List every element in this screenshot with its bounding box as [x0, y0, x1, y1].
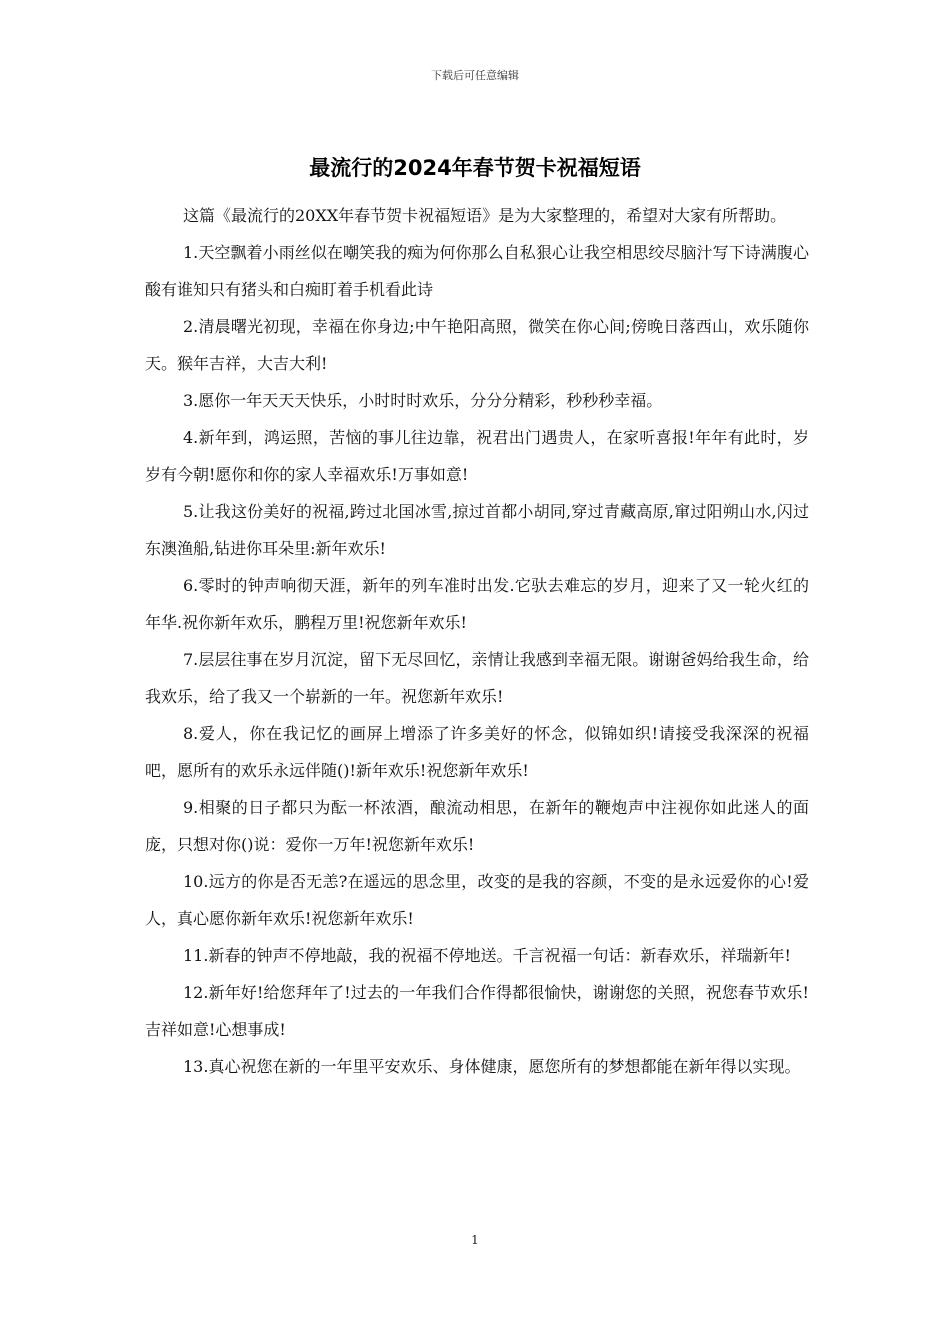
intro-paragraph: 这篇《最流行的20XX年春节贺卡祝福短语》是为大家整理的，希望对大家有所帮助。	[183, 206, 787, 225]
document-body	[145, 197, 809, 1085]
greeting-item-9: 9.相聚的日子都只为酝一杯浓酒，酿流动相思，在新年的鞭炮声中注视你如此迷人的面庞，只想对你()说：爱你一万年!祝您新年欢乐!	[145, 798, 809, 854]
greeting-item-1: 1.天空飘着小雨丝似在嘲笑我的痴为何你那么自私狠心让我空相思绞尽脑汁写下诗满腹心酸有谁知只有猪头和白痴盯着手机看此诗	[145, 243, 809, 299]
document-title: 最流行的2024年春节贺卡祝福短语	[309, 156, 641, 180]
greeting-item-3: 3.愿你一年天天天快乐，小时时时欢乐，分分分精彩，秒秒秒幸福。	[183, 391, 663, 410]
greeting-item-7: 7.层层往事在岁月沉淀，留下无尽回忆，亲情让我感到幸福无限。谢谢爸妈给我生命，给我欢乐，给了我又一个崭新的一年。祝您新年欢乐!	[145, 650, 809, 706]
greeting-item-12: 12.新年好!给您拜年了!过去的一年我们合作得都很愉快，谢谢您的关照，祝您春节欢乐!吉祥如意!心想事成!	[145, 983, 809, 1039]
page-number: 1	[471, 1233, 479, 1247]
greeting-item-5: 5.让我这份美好的祝福,跨过北国冰雪,掠过首都小胡同,穿过青藏高原,窜过阳朔山水,闪过东澳渔船,钻进你耳朵里:新年欢乐!	[145, 502, 809, 558]
greeting-item-4: 4.新年到，鸿运照，苦恼的事儿往边靠，祝君出门遇贵人，在家听喜报!年年有此时，岁岁有今朝!愿你和你的家人幸福欢乐!万事如意!	[145, 428, 809, 484]
greeting-item-6: 6.零时的钟声响彻天涯，新年的列车准时出发.它驮去难忘的岁月，迎来了又一轮火红的年华.祝你新年欢乐，鹏程万里!祝您新年欢乐!	[145, 576, 809, 632]
greeting-item-11: 11.新春的钟声不停地敲，我的祝福不停地送。千言祝福一句话：新春欢乐，祥瑞新年!	[183, 946, 791, 965]
greeting-item-2: 2.清晨曙光初现，幸福在你身边;中午艳阳高照，微笑在你心间;傍晚日落西山，欢乐随你天。猴年吉祥，大吉大利!	[145, 317, 809, 373]
greeting-item-10: 10.远方的你是否无恙?在遥远的思念里，改变的是我的容颜，不变的是永远爱你的心!爱人，真心愿你新年欢乐!祝您新年欢乐!	[145, 872, 809, 928]
greeting-item-13: 13.真心祝您在新的一年里平安欢乐、身体健康，愿您所有的梦想都能在新年得以实现。	[183, 1057, 801, 1076]
greeting-item-8: 8.爱人，你在我记忆的画屏上增添了许多美好的怀念，似锦如织!请接受我深深的祝福吧，愿所有的欢乐永远伴随()!新年欢乐!祝您新年欢乐!	[145, 724, 809, 780]
page-header: 下载后可任意编辑	[431, 69, 519, 82]
